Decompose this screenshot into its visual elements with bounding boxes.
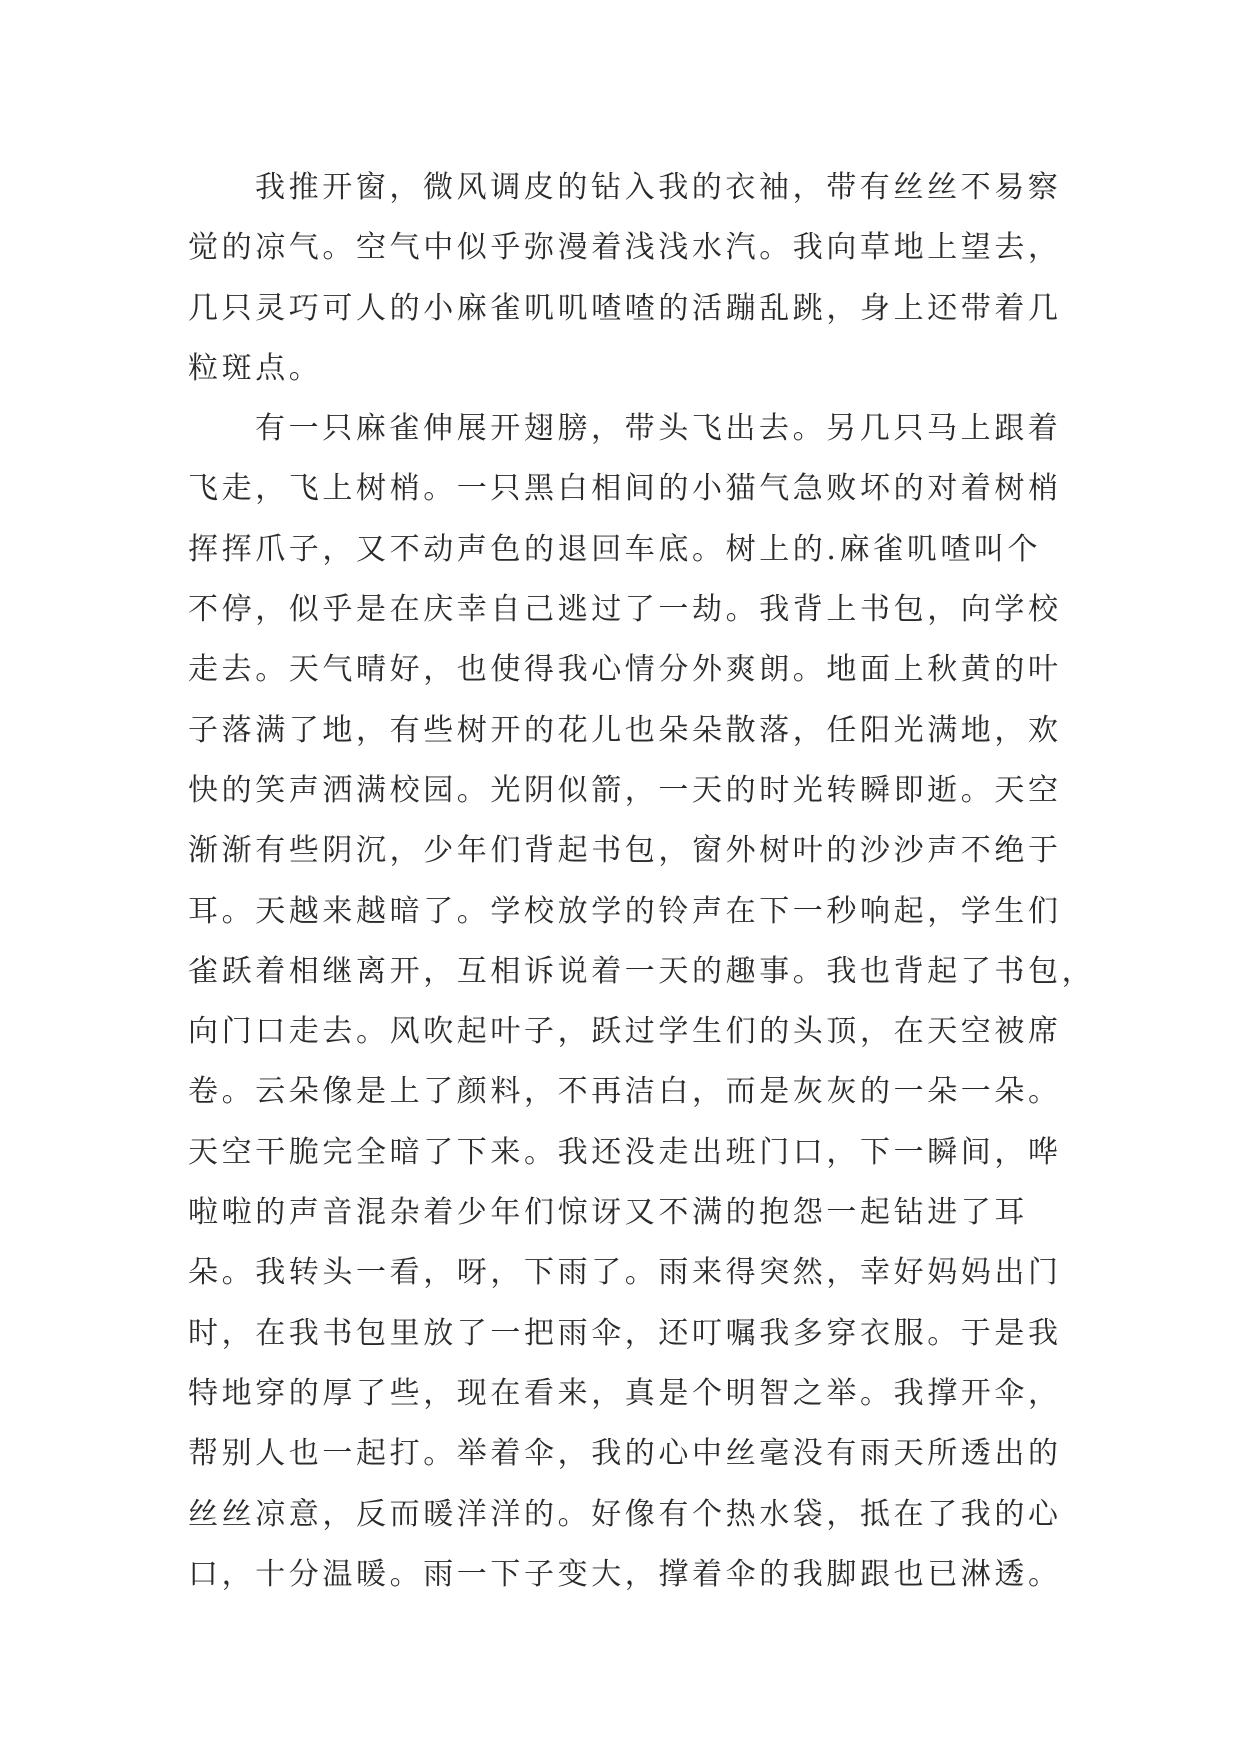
text-line: 雀跃着相继离开，互相诉说着一天的趣事。我也背起了书包， xyxy=(188,953,1096,989)
paragraph-1 xyxy=(188,158,1070,399)
text-line: 不停，似乎是在庆幸自己逃过了一劫。我背上书包，向学校 xyxy=(188,592,1062,628)
text-line: 丝丝凉意，反而暖洋洋的。好像有个热水袋，抵在了我的心 xyxy=(188,1496,1062,1532)
text-line: 向门口走去。风吹起叶子，跃过学生们的头顶，在天空被席 xyxy=(188,1014,1062,1050)
text-line: 走去。天气晴好，也使得我心情分外爽朗。地面上秋黄的叶 xyxy=(188,652,1062,688)
text-line: 渐渐有些阴沉，少年们背起书包，窗外树叶的沙沙声不绝于 xyxy=(188,833,1062,869)
text-line: 天空干脆完全暗了下来。我还没走出班门口，下一瞬间，哗 xyxy=(188,1134,1062,1170)
paragraph-2 xyxy=(188,399,1096,1605)
text-line: 有一只麻雀伸展开翅膀，带头飞出去。另几只马上跟着 xyxy=(255,411,1062,447)
text-line: 朵。我转头一看，呀，下雨了。雨来得突然，幸好妈妈出门 xyxy=(188,1255,1062,1291)
text-line: 几只灵巧可人的小麻雀叽叽喳喳的活蹦乱跳，身上还带着几 xyxy=(188,290,1062,326)
text-line: 帮别人也一起打。举着伞，我的心中丝毫没有雨天所透出的 xyxy=(188,1436,1062,1472)
text-line: 挥挥爪子，又不动声色的退回车底。树上的.麻雀叽喳叫个 xyxy=(188,531,1042,567)
text-line: 耳。天越来越暗了。学校放学的铃声在下一秒响起，学生们 xyxy=(188,893,1062,929)
text-line: 我推开窗，微风调皮的钻入我的衣袖，带有丝丝不易察 xyxy=(255,170,1062,205)
text-line: 粒斑点。 xyxy=(188,350,323,386)
text-line: 子落满了地，有些树开的花儿也朵朵散落，任阳光满地，欢 xyxy=(188,712,1062,748)
text-line: 快的笑声洒满校园。光阴似箭，一天的时光转瞬即逝。天空 xyxy=(188,772,1062,808)
text-line: 飞走，飞上树梢。一只黑白相间的小猫气急败坏的对着树梢 xyxy=(188,471,1062,507)
text-line: 时，在我书包里放了一把雨伞，还叮嘱我多穿衣服。于是我 xyxy=(188,1315,1062,1351)
text-line: 卷。云朵像是上了颜料，不再洁白，而是灰灰的一朵一朵。 xyxy=(188,1074,1062,1110)
essay-body xyxy=(188,158,1096,1605)
text-line: 觉的凉气。空气中似乎弥漫着浅浅水汽。我向草地上望去， xyxy=(188,230,1062,266)
text-line: 啦啦的声音混杂着少年们惊讶又不满的抱怨一起钻进了耳 xyxy=(188,1195,1028,1231)
text-line: 口，十分温暖。雨一下子变大，撑着伞的我脚跟也已淋透。 xyxy=(188,1556,1062,1592)
text-line: 特地穿的厚了些，现在看来，真是个明智之举。我撑开伞， xyxy=(188,1375,1062,1411)
